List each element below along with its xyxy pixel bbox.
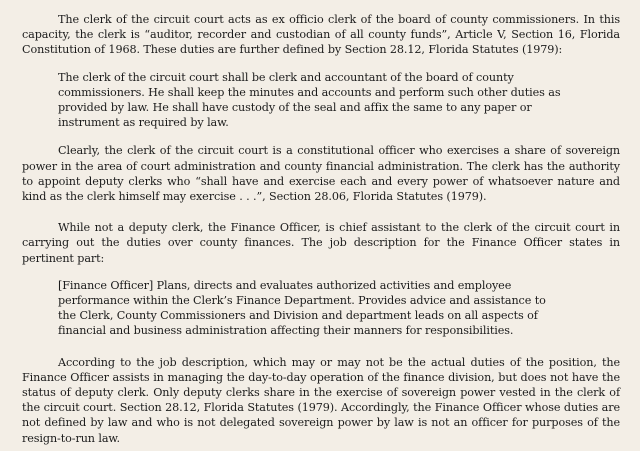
job-description-quote: [Finance Officer] Plans, directs and evaluates authorized activities and employee performance within the Clerk’s Finance Department. Provides advice and assistance to the Clerk, County Commissioners and Division and department leads on all aspects of financial and business administration affecting their manners for responsibilities. [58,278,546,338]
paragraph-conclusion: According to the job description, which may or may not be the actual duties of the position, the Finance Officer assists in managing the day-to-day operation of the finance division, but does not have the status of deputy clerk. Only deputy clerks share in the exercise of sovereign power vested in the clerk of the circuit court. Section 28.12, Florida Statutes (1979). Accordingly, the Finance Officer whose duties are not defined by law and who is not delegated sovereign power by law is not an officer for purposes of the resign-to-run law. [22,355,620,445]
paragraph-finance-officer: While not a deputy clerk, the Finance Officer, is chief assistant to the clerk of the circuit court in carrying out the duties over county finances. The job description for the Finance Officer states in pertinent part: [22,221,620,265]
paragraph-constitutional-officer: Clearly, the clerk of the circuit court is a constitutional officer who exercises a share of sovereign power in the area of court administration and county financial administration. The clerk has the authority to appoint deputy clerks who “shall have and exercise each and every power of whatsoever nature and kind as the clerk himself may exercise . . .”, Section 28.06, Florida Statutes (1979). [22,144,620,204]
statute-quote-28-12: The clerk of the circuit court shall be clerk and accountant of the board of county commissioners. He shall keep the minutes and accounts and perform such other duties as provided by law. He shall have custody of the seal and affix the same to any paper or instrument as required by law. [58,70,561,130]
paragraph-clerk-ex-officio: The clerk of the circuit court acts as ex officio clerk of the board of county commissioners. In this capacity, the clerk is “auditor, recorder and custodian of all county funds”, Article V, Section 16, Florida Constitution of 1968. These duties are further defined by Section 28.12, Florida Statutes (1979): [22,13,620,57]
